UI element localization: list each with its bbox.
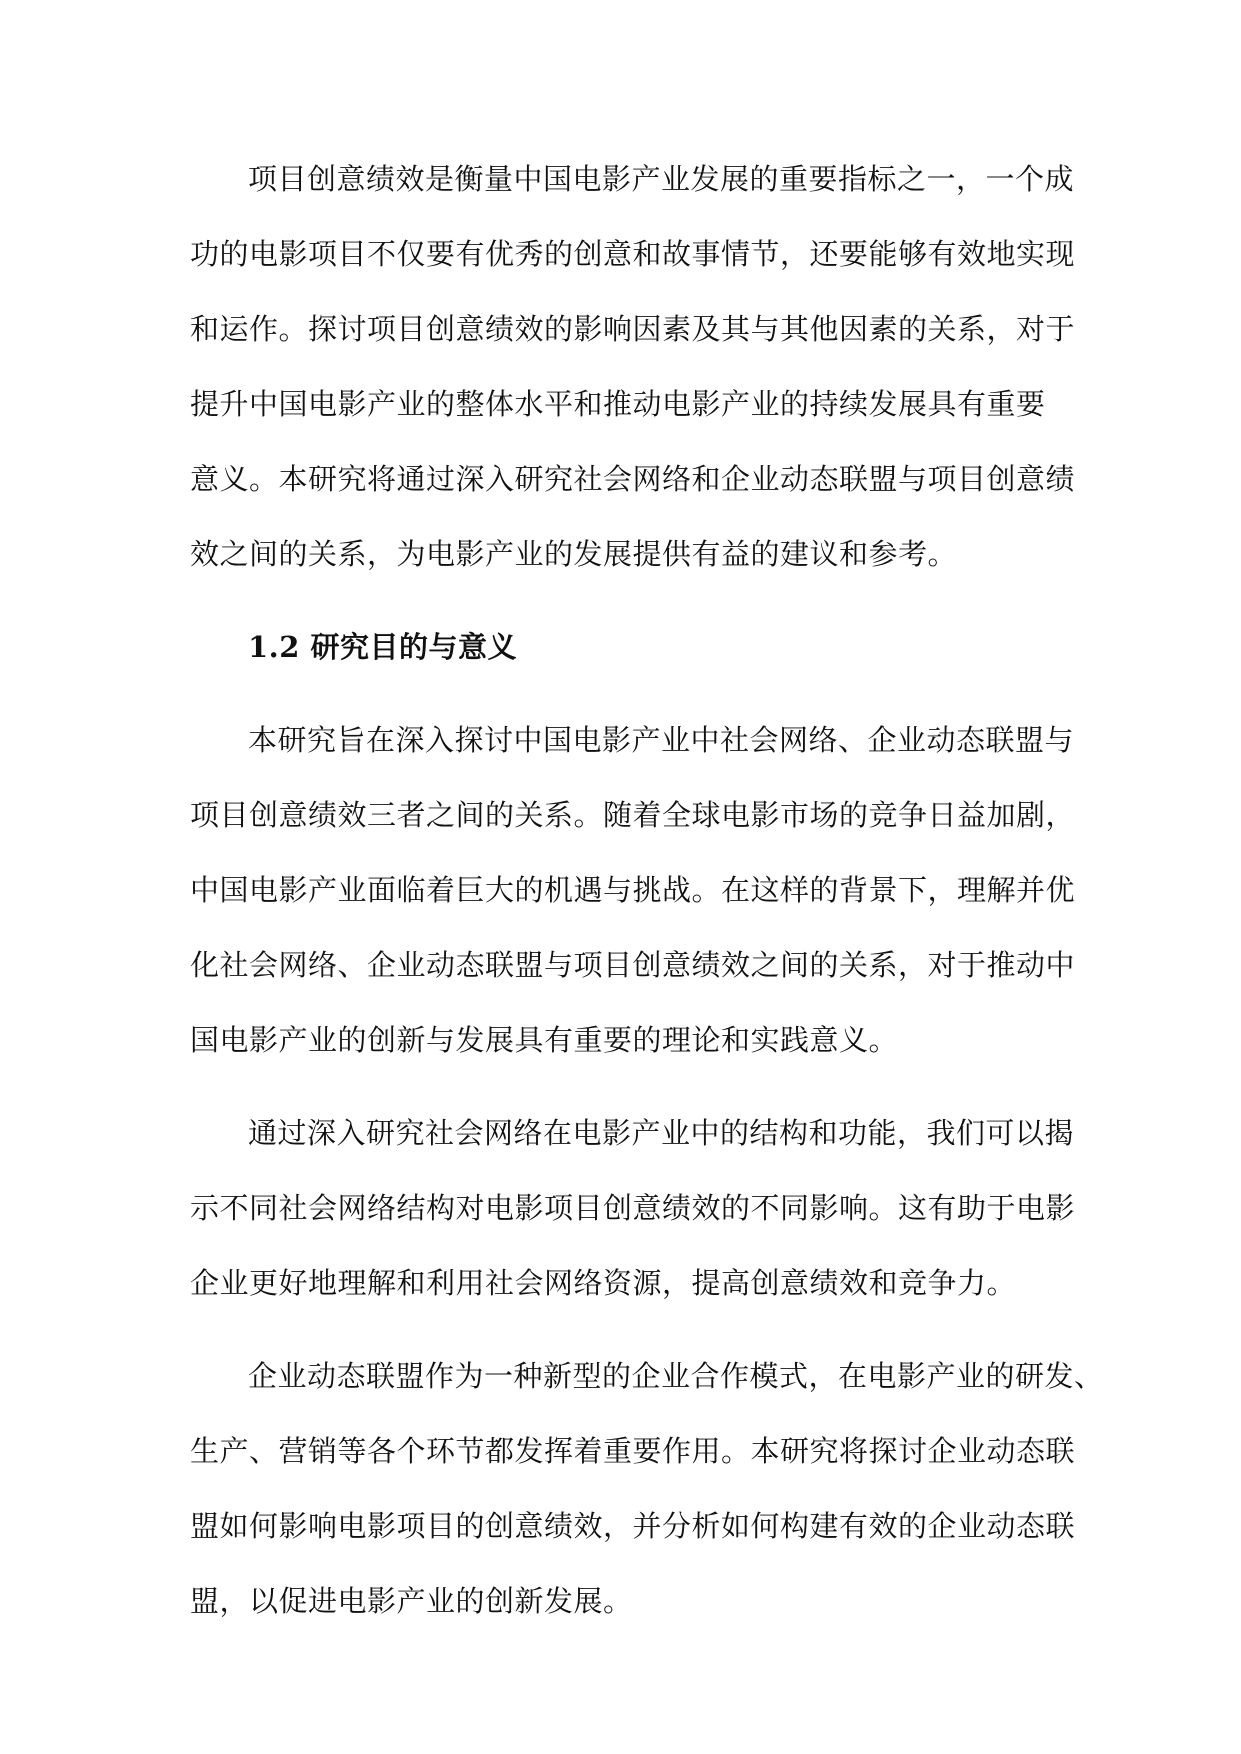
text-line: 化社会网络、企业动态联盟与项目创意绩效之间的关系，对于推动中 [190,948,1076,982]
text-line: 国电影产业的创新与发展具有重要的理论和实践意义。 [190,1023,899,1057]
section-heading: 1.2 研究目的与意义 [248,630,518,664]
text-line: 示不同社会网络结构对电影项目创意绩效的不同影响。这有助于电影 [190,1191,1076,1225]
text-line: 盟，以促进电影产业的创新发展。 [190,1584,633,1618]
paragraph-dynamic-alliance [190,1339,1104,1639]
text-line: 效之间的关系，为电影产业的发展提供有益的建议和参考。 [190,537,958,571]
paragraph-intro [190,142,1076,592]
text-line: 生产、营销等各个环节都发挥着重要作用。本研究将探讨企业动态联 [190,1434,1076,1468]
text-line: 企业动态联盟作为一种新型的企业合作模式，在电影产业的研发、 [248,1359,1104,1393]
text-line: 通过深入研究社会网络在电影产业中的结构和功能，我们可以揭 [248,1116,1075,1150]
text-line: 企业更好地理解和利用社会网络资源，提高创意绩效和竞争力。 [190,1266,1017,1300]
text-line: 项目创意绩效三者之间的关系。随着全球电影市场的竞争日益加剧， [190,798,1076,832]
text-line: 本研究旨在深入探讨中国电影产业中社会网络、企业动态联盟与 [248,723,1075,757]
paragraph-social-network [190,1096,1076,1321]
document-body [190,142,1104,1657]
text-line: 和运作。探讨项目创意绩效的影响因素及其与其他因素的关系，对于 [190,312,1076,346]
text-line: 中国电影产业面临着巨大的机遇与挑战。在这样的背景下，理解并优 [190,873,1076,907]
text-line: 意义。本研究将通过深入研究社会网络和企业动态联盟与项目创意绩 [190,462,1076,496]
paragraph-purpose [190,703,1076,1078]
text-line: 功的电影项目不仅要有优秀的创意和故事情节，还要能够有效地实现 [190,237,1076,271]
text-line: 提升中国电影产业的整体水平和推动电影产业的持续发展具有重要 [190,387,1046,421]
text-line: 盟如何影响电影项目的创意绩效，并分析如何构建有效的企业动态联 [190,1509,1076,1543]
text-line: 项目创意绩效是衡量中国电影产业发展的重要指标之一，一个成 [248,162,1075,196]
